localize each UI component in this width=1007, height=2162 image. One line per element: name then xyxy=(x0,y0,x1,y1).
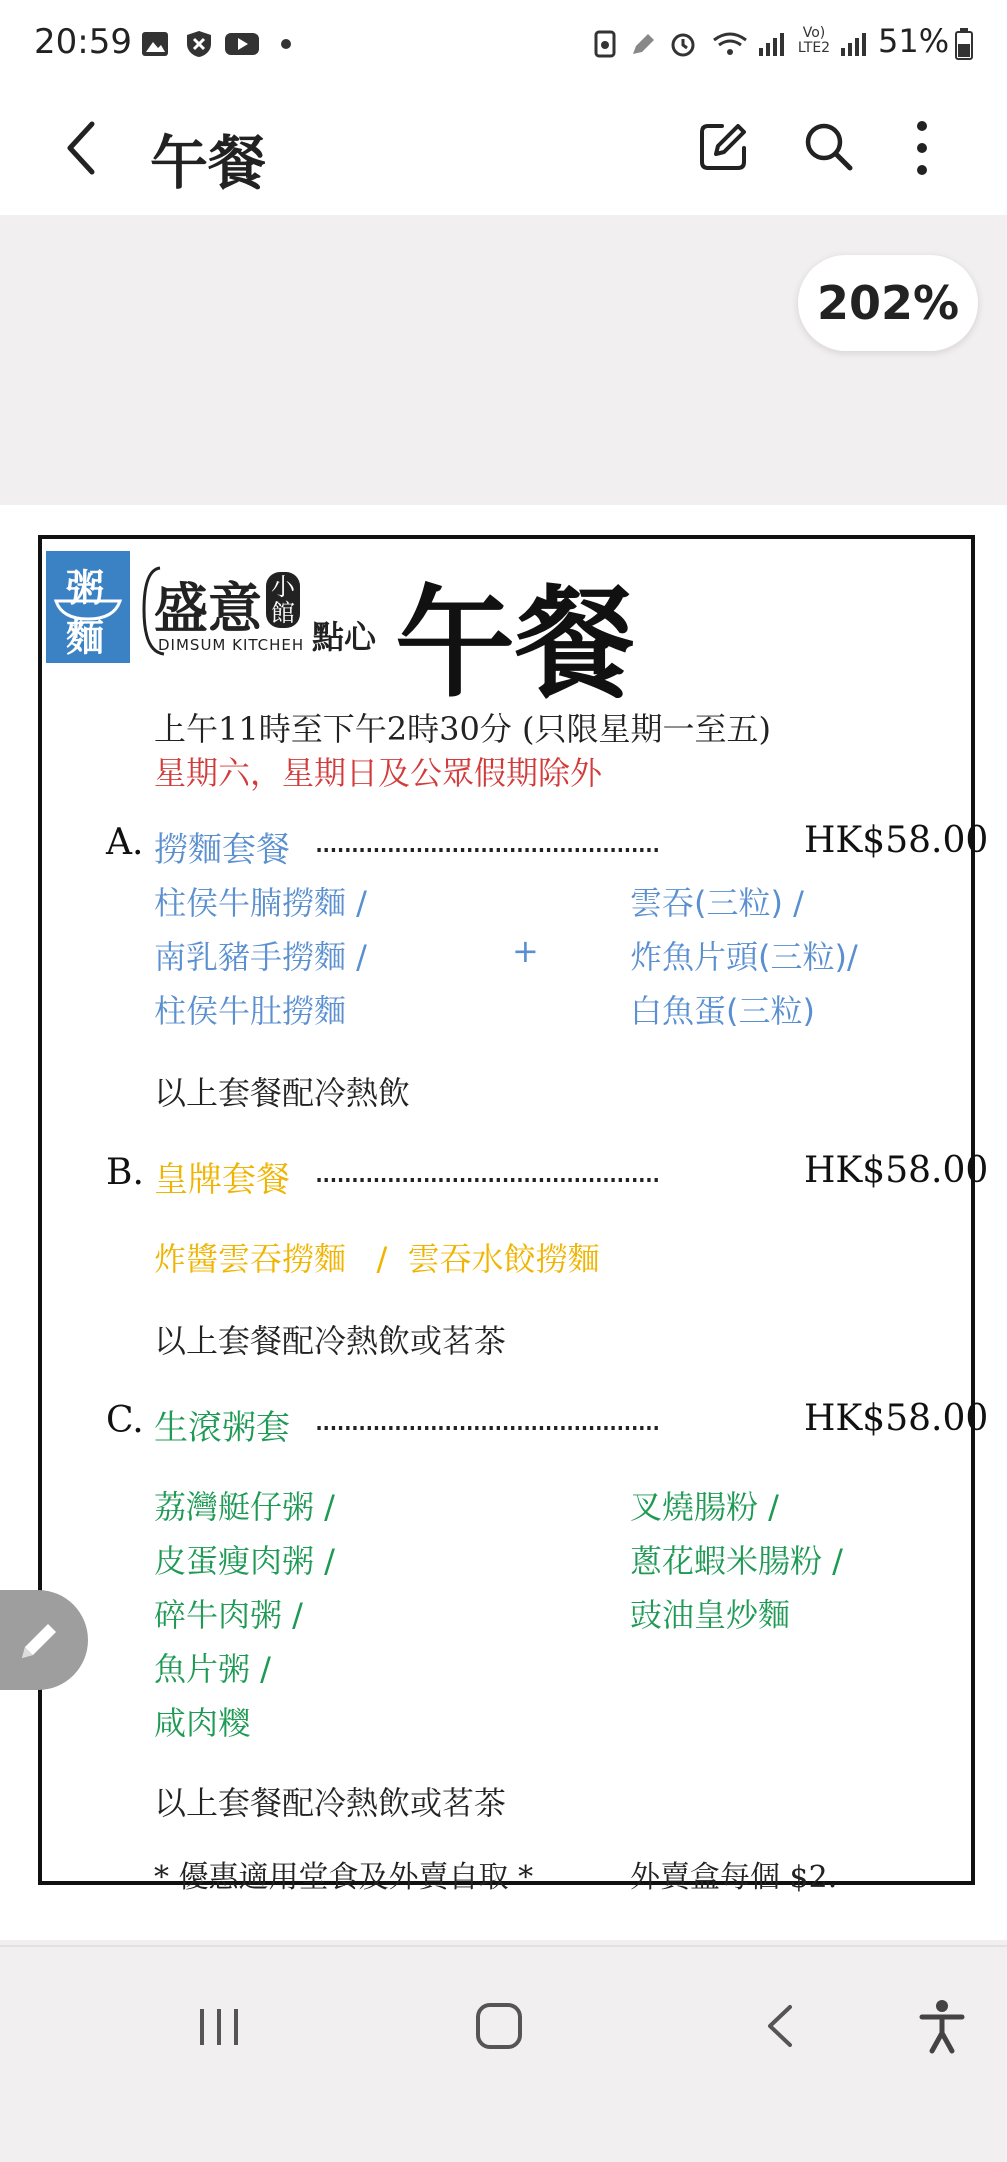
zoom-level-chip: 202% xyxy=(798,255,978,351)
wifi-icon xyxy=(710,30,750,58)
bowl-icon xyxy=(54,597,122,621)
signal-icon-1 xyxy=(756,30,786,58)
gallery-icon xyxy=(140,30,170,58)
search-icon[interactable] xyxy=(800,118,856,176)
section-a-left-3: 柱侯牛肚撈麵 xyxy=(154,992,347,1030)
battery-percent: 51% xyxy=(878,22,950,60)
alarm-icon xyxy=(668,30,698,58)
section-a-plus: + xyxy=(512,932,539,970)
menu-title: 午餐 xyxy=(395,575,635,714)
recent-apps-icon[interactable] xyxy=(196,2005,242,2049)
section-c-left-2: 皮蛋瘦肉粥 / xyxy=(154,1542,335,1580)
section-b-letter: B. xyxy=(106,1152,144,1193)
section-a-dots: ................................................ xyxy=(314,822,659,860)
brand-badge: 小館 xyxy=(266,572,300,628)
dimsum-label: 點心 xyxy=(312,618,377,656)
section-c-dots: ................................................ xyxy=(314,1400,659,1438)
section-c-left-3: 碎牛肉粥 / xyxy=(154,1596,303,1634)
section-a-name: 撈麵套餐 xyxy=(154,830,290,870)
section-c-name: 生滾粥套 xyxy=(154,1408,290,1448)
more-vert-icon[interactable] xyxy=(908,116,936,180)
section-c-letter: C. xyxy=(106,1400,144,1441)
section-b-price: HK$58.00 xyxy=(804,1150,989,1191)
app-bar xyxy=(0,90,1007,215)
section-c-note: 以上套餐配冷熱飲或茗茶 xyxy=(154,1784,507,1822)
edit-icon[interactable] xyxy=(694,118,752,176)
status-bar xyxy=(0,0,1007,90)
logo-text-top: 粥 xyxy=(66,566,105,610)
footer-right-note: 外賣盒每個 $2. xyxy=(630,1860,838,1895)
brand-english: DIMSUM KITCHEH xyxy=(158,636,305,654)
section-b-name: 皇牌套餐 xyxy=(154,1160,290,1200)
section-c-right-3: 豉油皇炒麵 xyxy=(630,1596,791,1634)
back-arrow-icon[interactable] xyxy=(58,118,108,178)
network-label: Vo) LTE2 xyxy=(797,25,831,56)
section-c-left-4: 魚片粥 / xyxy=(154,1650,271,1688)
exception-text: 星期六，星期日及公眾假期除外 xyxy=(154,754,603,792)
section-a-note: 以上套餐配冷熱飲 xyxy=(154,1074,411,1112)
dot-icon xyxy=(280,38,292,50)
footer-left-note: * 優惠適用堂食及外賣自取 * xyxy=(154,1860,534,1895)
section-a-letter: A. xyxy=(106,822,144,863)
section-b-note: 以上套餐配冷熱飲或茗茶 xyxy=(154,1322,507,1360)
section-c-right-2: 蔥花蝦米腸粉 / xyxy=(630,1542,843,1580)
signal-icon-2 xyxy=(838,30,868,58)
nav-back-icon[interactable] xyxy=(762,2001,798,2051)
section-c-left-5: 咸肉糭 xyxy=(154,1704,251,1742)
section-b-dots: ................................................ xyxy=(314,1152,659,1190)
section-a-left-1: 柱侯牛腩撈麵 / xyxy=(154,884,367,922)
pencil-icon xyxy=(14,1616,64,1666)
section-c-right-1: 叉燒腸粉 / xyxy=(630,1488,779,1526)
pen-icon xyxy=(628,30,658,58)
home-icon[interactable] xyxy=(474,2001,524,2051)
section-c-price: HK$58.00 xyxy=(804,1398,989,1439)
brand-name: 盛意 xyxy=(154,577,262,640)
section-b-items: 炸醬雲吞撈麵 / 雲吞水餃撈麵 xyxy=(154,1240,600,1278)
page-title: 午餐 xyxy=(150,129,267,197)
section-a-right-1: 雲吞(三粒) / xyxy=(630,884,804,922)
recycle-icon xyxy=(590,30,620,58)
section-c-left-1: 荔灣艇仔粥 / xyxy=(154,1488,335,1526)
porridge-noodle-logo xyxy=(46,551,130,663)
section-a-right-2: 炸魚片頭(三粒)/ xyxy=(630,938,858,976)
shield-icon xyxy=(184,30,214,58)
status-time: 20:59 xyxy=(34,22,132,62)
section-a-right-3: 白魚蛋(三粒) xyxy=(630,992,815,1030)
section-a-left-2: 南乳豬手撈麵 / xyxy=(154,938,367,976)
hours-text: 上午11時至下午2時30分 (只限星期一至五) xyxy=(154,710,771,748)
youtube-icon xyxy=(224,30,260,58)
brand-logo xyxy=(140,560,310,660)
navigation-bar xyxy=(0,1945,1007,2162)
section-a-price: HK$58.00 xyxy=(804,820,989,861)
logo-text-bottom: 麵 xyxy=(66,616,105,660)
accessibility-icon[interactable] xyxy=(918,1999,966,2055)
battery-icon xyxy=(955,28,973,60)
